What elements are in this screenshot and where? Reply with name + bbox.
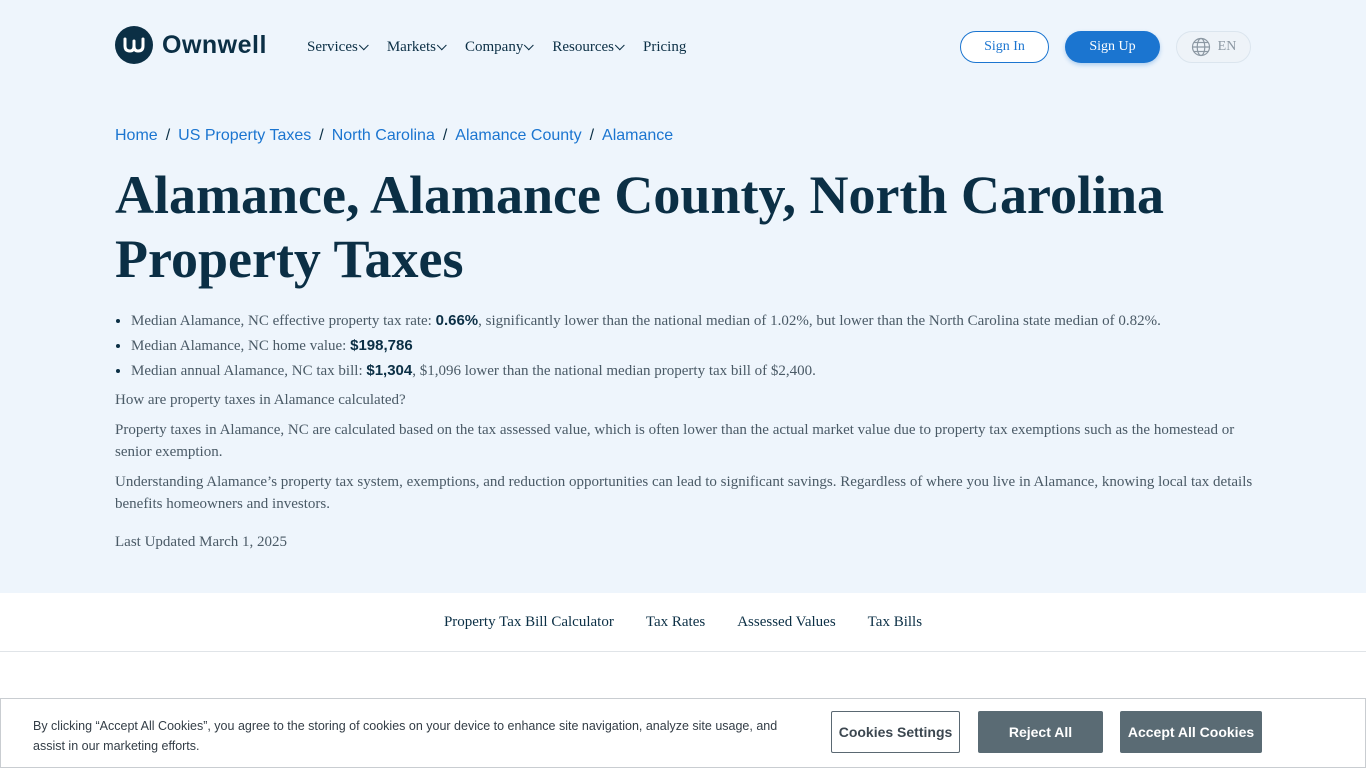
breadcrumb-separator: /	[442, 127, 448, 144]
breadcrumb-us-property-taxes[interactable]: US Property Taxes	[178, 127, 312, 144]
logo-icon	[115, 26, 153, 64]
fact-home-value-prefix: Median Alamance, NC home value:	[131, 338, 351, 354]
cookies-settings-button[interactable]: Cookies Settings	[831, 711, 960, 753]
fact-tax-rate-prefix: Median Alamance, NC effective property tax rate:	[131, 313, 436, 329]
breadcrumb-separator: /	[589, 127, 595, 144]
ownwell-logo[interactable]	[115, 26, 267, 64]
nav-company-label: Company	[464, 38, 524, 55]
fact-tax-rate-value: 0.66%	[435, 312, 479, 329]
nav-company[interactable]	[465, 36, 533, 58]
main-nav	[307, 36, 705, 58]
tab-assessed-values[interactable]: Assessed Values	[737, 613, 836, 630]
key-facts-list	[131, 309, 1261, 384]
breadcrumb-north-carolina[interactable]: North Carolina	[331, 127, 435, 144]
fact-tax-bill-prefix: Median annual Alamance, NC tax bill:	[131, 363, 367, 379]
nav-pricing-label: Pricing	[642, 38, 687, 55]
fact-tax-rate	[131, 309, 1261, 334]
cookie-banner	[0, 698, 1366, 768]
page-title: Alamance, Alamance County, North Carolina Property Taxes	[115, 165, 1164, 289]
language-label: EN	[1217, 39, 1237, 54]
breadcrumb	[115, 127, 673, 145]
cookie-message: By clicking “Accept All Cookies”, you agree to the storing of cookies on your device to enhance site navigation, analyze site usage, and assist in our marketing efforts.	[33, 719, 778, 753]
chevron-down-icon	[359, 40, 369, 50]
fact-tax-bill-suffix: , $1,096 lower than the national median property tax bill of $2,400.	[412, 363, 816, 379]
fact-tax-rate-suffix: , significantly lower than the national median of 1.02%, but lower than the North Carolina state median of 0.82%.	[478, 313, 1161, 329]
fact-tax-bill	[131, 359, 1261, 384]
nav-markets[interactable]	[387, 36, 446, 58]
nav-resources-label: Resources	[552, 38, 614, 55]
section-tabs	[0, 593, 1366, 652]
calculation-question: How are property taxes in Alamance calculated?	[115, 392, 406, 408]
chevron-down-icon	[524, 40, 534, 50]
logo-wordmark: Ownwell	[162, 30, 267, 59]
reject-all-button[interactable]: Reject All	[978, 711, 1103, 753]
fact-home-value-value: $198,786	[350, 337, 413, 354]
accept-all-cookies-button[interactable]: Accept All Cookies	[1120, 711, 1262, 753]
nav-resources[interactable]	[552, 36, 624, 58]
chevron-down-icon	[615, 40, 625, 50]
nav-services-label: Services	[307, 38, 358, 55]
nav-pricing[interactable]	[643, 36, 686, 58]
calculation-paragraph: Property taxes in Alamance, NC are calculated based on the tax assessed value, which is often lower than the actual market value due to property tax exemptions such as the homestead or senior exemption.	[115, 422, 1235, 460]
nav-markets-label: Markets	[386, 38, 436, 55]
fact-tax-bill-value: $1,304	[366, 362, 413, 379]
tab-property-tax-bill-calculator[interactable]: Property Tax Bill Calculator	[443, 613, 614, 630]
breadcrumb-home[interactable]: Home	[115, 127, 158, 144]
breadcrumb-separator: /	[165, 127, 171, 144]
breadcrumb-alamance[interactable]: Alamance	[602, 127, 674, 144]
tab-tax-rates[interactable]: Tax Rates	[645, 613, 706, 630]
breadcrumb-separator: /	[319, 127, 324, 144]
nav-services[interactable]	[307, 36, 368, 58]
sign-up-button[interactable]: Sign Up	[1065, 31, 1160, 63]
chevron-down-icon	[437, 40, 447, 50]
last-updated: Last Updated March 1, 2025	[115, 534, 288, 550]
breadcrumb-alamance-county[interactable]: Alamance County	[455, 127, 582, 144]
language-selector[interactable]	[1176, 31, 1251, 63]
tab-tax-bills[interactable]: Tax Bills	[867, 613, 923, 630]
sign-in-button[interactable]: Sign In	[960, 31, 1049, 63]
savings-paragraph: Understanding Alamance’s property tax system, exemptions, and reduction opportunities can lead to significant savings. Regardless of where you live in Alamance, knowing local tax details benefits homeowners and investors.	[115, 474, 1253, 512]
fact-home-value	[131, 334, 1261, 359]
globe-icon	[1191, 37, 1211, 57]
